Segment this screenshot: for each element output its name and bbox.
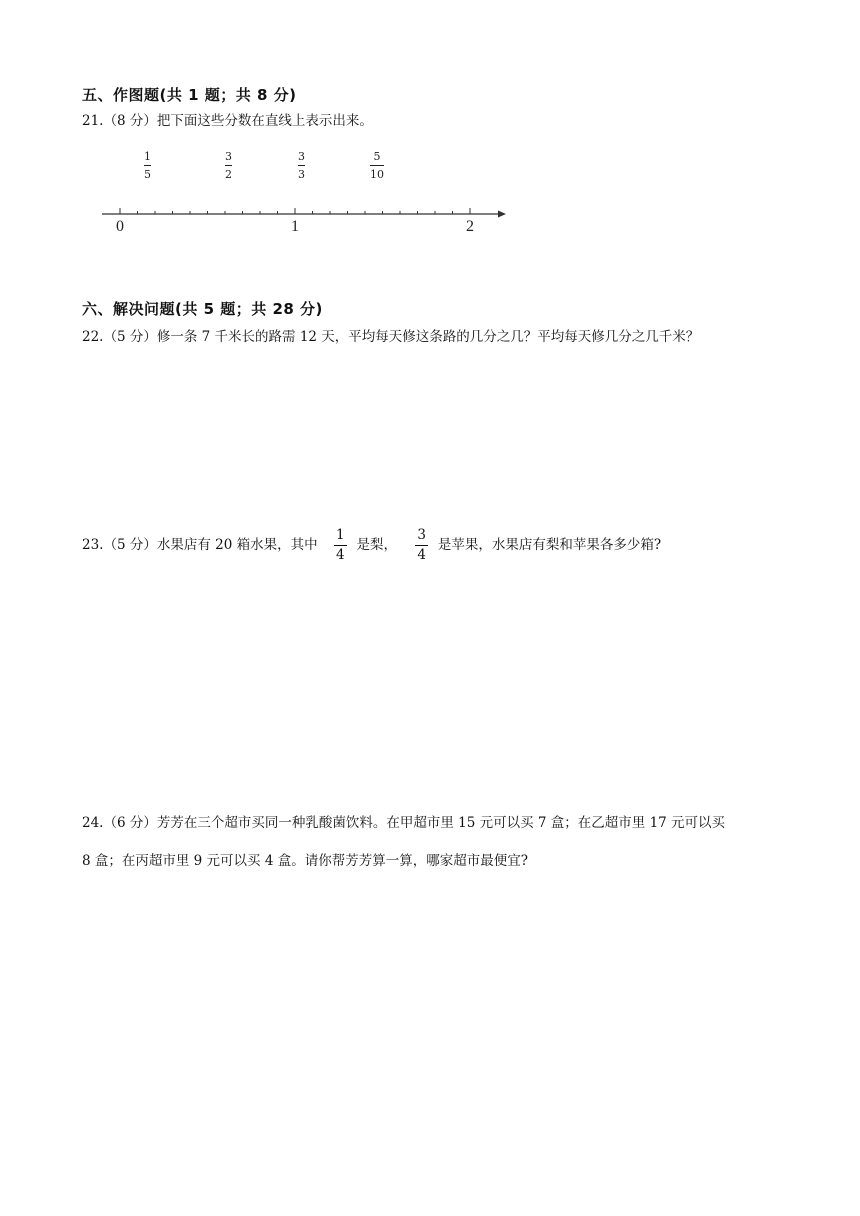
number-line-label-0: 0 xyxy=(116,218,124,235)
fraction-3-3 xyxy=(298,151,305,180)
number-line-arrow xyxy=(498,211,506,218)
fraction-3-4 xyxy=(415,526,428,563)
fraction-5-10 xyxy=(370,151,384,180)
fraction-numerator: 3 xyxy=(298,150,305,163)
question-number: 23. xyxy=(82,537,104,553)
question-number: 21. xyxy=(82,113,104,129)
fraction-1-5 xyxy=(144,151,151,180)
number-line-label-1: 1 xyxy=(291,218,299,235)
fraction-bar xyxy=(144,165,151,166)
fraction-denominator: 5 xyxy=(144,168,151,181)
fraction-denominator: 10 xyxy=(370,168,384,181)
fraction-numerator: 1 xyxy=(335,526,345,543)
question-text: （5 分）修一条 7 千米长的路需 12 天，平均每天修这条路的几分之几？平均每天修几分之几千米？ xyxy=(103,329,700,345)
question-text-part2: 是梨， xyxy=(356,537,398,553)
question-text-part1: （5 分）水果店有 20 箱水果，其中 xyxy=(103,537,318,553)
fraction-bar xyxy=(298,165,305,166)
question-24 xyxy=(82,804,725,880)
question-text: （8 分）把下面这些分数在直线上表示出来。 xyxy=(103,113,373,129)
fraction-denominator: 2 xyxy=(225,168,232,181)
fraction-denominator: 3 xyxy=(298,168,305,181)
section-title-6: 六、解决问题(共 5 题；共 28 分) xyxy=(82,300,323,318)
fraction-numerator: 3 xyxy=(417,526,426,543)
fraction-numerator: 1 xyxy=(144,150,151,163)
fraction-3-2 xyxy=(225,151,232,180)
fraction-denominator: 4 xyxy=(335,547,345,563)
fraction-numerator: 3 xyxy=(225,150,232,163)
question-number: 24. xyxy=(82,815,104,831)
question-21 xyxy=(82,108,373,135)
fraction-1-4 xyxy=(334,526,347,563)
number-line xyxy=(96,196,516,240)
question-23 xyxy=(82,522,661,568)
question-text-line1: （6 分）芳芳在三个超市买同一种乳酸菌饮料。在甲超市里 15 元可以买 7 盒；在乙超市里 17 元可以买 xyxy=(103,815,726,831)
fraction-bar xyxy=(334,545,347,546)
question-text-line2: 8 盒；在丙超市里 9 元可以买 4 盒。请你帮芳芳算一算，哪家超市最便宜? xyxy=(82,853,528,869)
number-line-ticks xyxy=(120,208,470,214)
fraction-denominator: 4 xyxy=(417,547,426,563)
fraction-numerator: 5 xyxy=(373,150,381,163)
number-line-label-2: 2 xyxy=(466,218,474,235)
question-number: 22. xyxy=(82,329,104,345)
section-title-5: 五、作图题(共 1 题；共 8 分) xyxy=(82,86,297,104)
fraction-bar xyxy=(370,165,384,166)
question-22 xyxy=(82,324,699,351)
question-text-part3: 是苹果，水果店有梨和苹果各多少箱? xyxy=(437,537,662,553)
fraction-bar xyxy=(415,545,428,546)
question-24-line1 xyxy=(82,804,725,842)
fraction-bar xyxy=(225,165,232,166)
